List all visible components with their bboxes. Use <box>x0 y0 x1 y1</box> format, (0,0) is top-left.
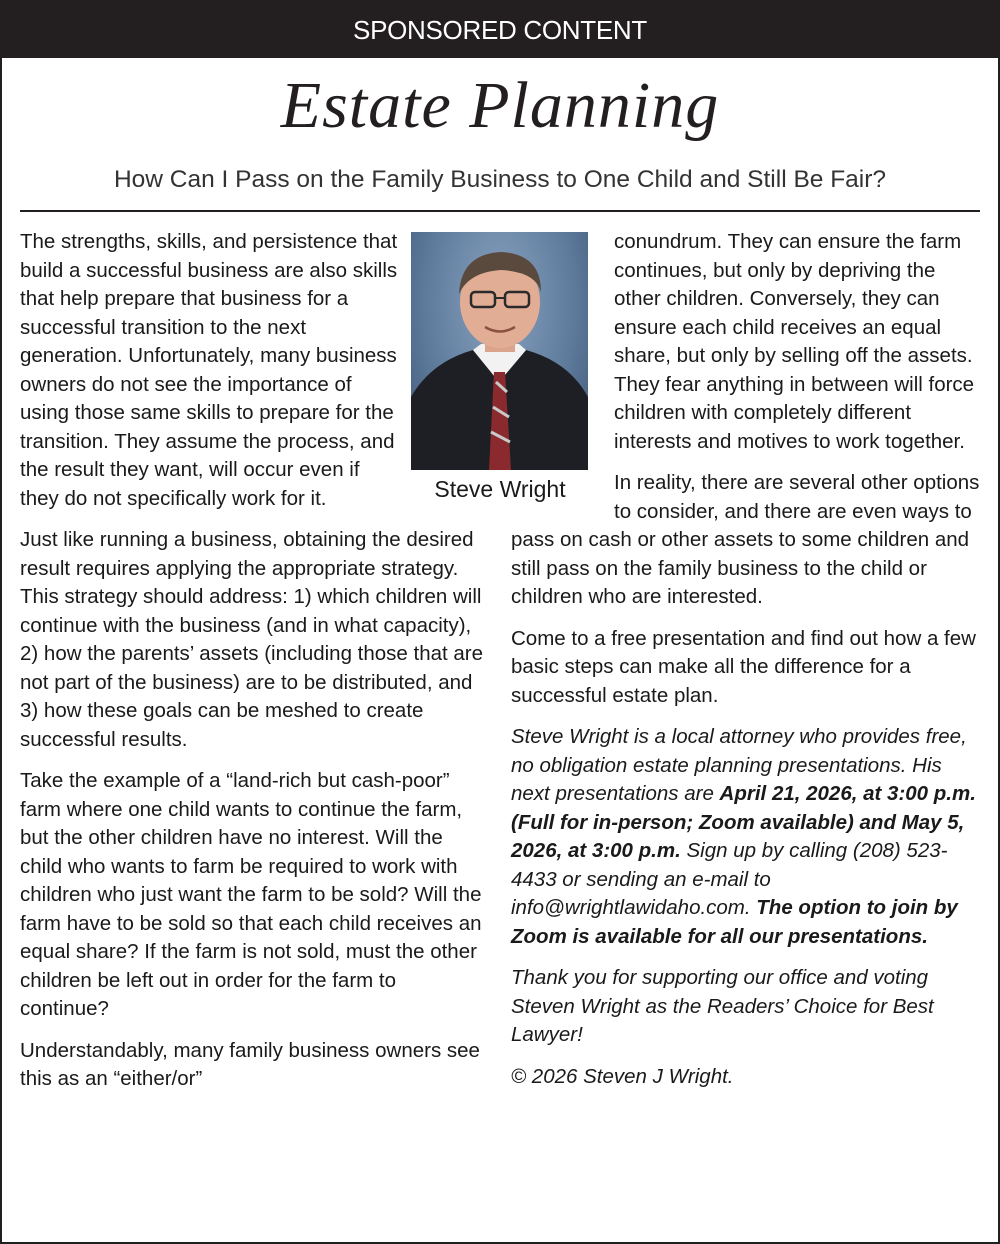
divider <box>20 210 980 212</box>
sponsored-label: SPONSORED CONTENT <box>353 15 647 45</box>
paragraph: In reality, there are several other options to consider, and there are even ways to pass on cash or other assets to some children and still pass on the family business to the child or children who are interested. <box>511 471 980 608</box>
portrait-photo <box>411 232 588 470</box>
author-bio <box>511 723 981 951</box>
sponsored-banner <box>0 0 1000 58</box>
thanks-note: Thank you for supporting our office and voting Steven Wright as the Readers’ Choice for Best Lawyer! <box>511 966 934 1046</box>
bio-intro: Steve Wright is a local attorney who provides free, no obligation estate planning presentations. His next presentations are <box>511 725 967 805</box>
photo-caption: Steve Wright <box>434 476 566 502</box>
copyright: © 2026 Steven J Wright. <box>511 1064 734 1088</box>
paragraph: Understandably, many family business owners see this as an “either/or” <box>20 1038 480 1090</box>
presentation-dates: April 21, 2026, at 3:00 p.m. (Full for in-person; Zoom available) and May 5, 2026, at 3:00 p.m. <box>511 782 976 862</box>
paragraph: conundrum. They can ensure the farm continues, but only by depriving the other children. Conversely, they can ensure each child receives an equal share, but only by selling off the assets. They fear anything in between will force children with completely different interests and motives to work together. <box>614 230 975 453</box>
zoom-note: The option to join by Zoom is available for all our presentations. <box>511 896 958 948</box>
subtitle: How Can I Pass on the Family Business to One Child and Still Be Fair? <box>113 166 887 193</box>
paragraph: Come to a free presentation and find out how a few basic steps can make all the difference for a successful estate plan. <box>511 626 976 707</box>
paragraph: Just like running a business, obtaining the desired result requires applying the appropriate strategy. This strategy should address: 1) which children will continue with the business (and in what capacity), 2) how the parents’ assets (including those that are not part of the business) are to be distributed, and 3) how these goals can be meshed to create successful results. <box>20 528 484 751</box>
paragraph: Take the example of a “land-rich but cash-poor” farm where one child wants to continue the farm, but the other children have no interest. Will the child who wants to farm be required to work with children who just want the farm to be sold? Will the farm have to be sold so that each child receives an equal share? If the farm is not sold, must the other children be left out in order for the farm to continue? <box>20 769 482 1020</box>
paragraph: The strengths, skills, and persistence that build a successful business are also skills that help prepare that business for a successful transition to the next generation. Unfortunately, many business owners do not see the importance of using those same skills to prepare for the transition. They assume the process, and the result they want, will occur even if they do not specifically work for it. <box>20 230 398 510</box>
signup-info: Sign up by calling (208) 523-4433 or sending an e-mail to info@wrightlawidaho.com. <box>511 839 948 919</box>
page-title: Estate Planning <box>280 69 720 142</box>
person-portrait-icon <box>411 232 588 470</box>
